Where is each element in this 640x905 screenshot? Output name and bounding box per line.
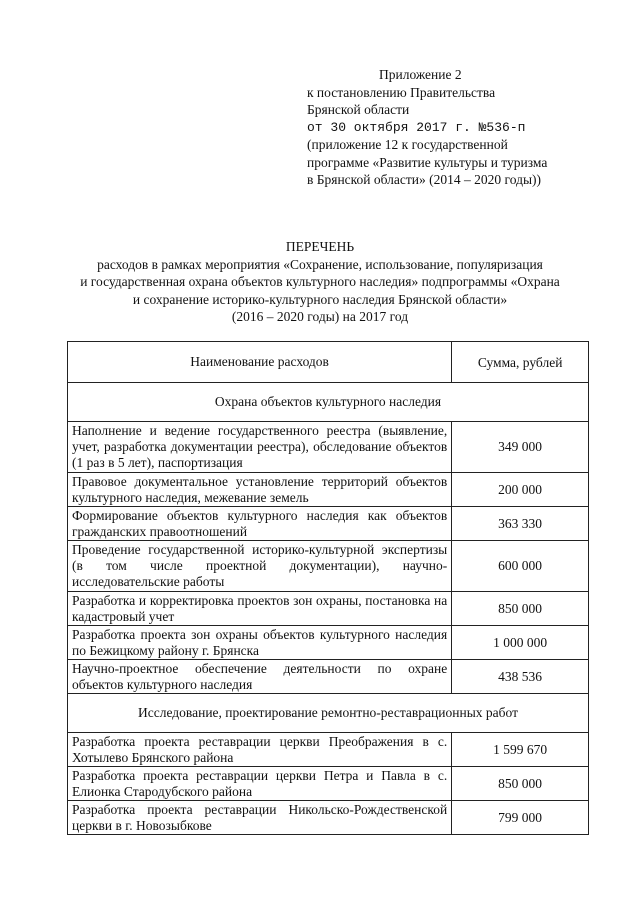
expense-sum: 438 536 bbox=[452, 660, 589, 694]
appendix-line: (приложение 12 к государственной bbox=[307, 137, 508, 152]
section-title: Исследование, проектирование ремонтно-реставрационных работ bbox=[68, 694, 589, 733]
expense-name: Научно-проектное обеспечение деятельности по охране объектов культурного наследия bbox=[68, 660, 452, 694]
table-row bbox=[68, 422, 589, 473]
appendix-line: Брянской области bbox=[307, 102, 410, 117]
table-header-row bbox=[68, 342, 589, 383]
table-row bbox=[68, 541, 589, 592]
expense-name: Разработка проекта реставрации Никольско-Рождественской церкви в г. Новозыбкове bbox=[68, 801, 452, 835]
column-header-name: Наименование расходов bbox=[68, 342, 452, 383]
table-row bbox=[68, 801, 589, 835]
expenses-table bbox=[67, 341, 589, 835]
section-row bbox=[68, 383, 589, 422]
expense-name: Проведение государственной историко-культурной экспертизы (в том числе проектной документации), научно-исследовательские работы bbox=[68, 541, 452, 592]
expense-sum: 349 000 bbox=[452, 422, 589, 473]
table-row bbox=[68, 626, 589, 660]
appendix-block bbox=[307, 66, 607, 189]
column-header-sum: Сумма, рублей bbox=[452, 342, 589, 383]
expense-name: Разработка проекта зон охраны объектов культурного наследия по Бежицкому району г. Брянска bbox=[68, 626, 452, 660]
appendix-line: Приложение 2 bbox=[379, 67, 462, 82]
expense-sum: 600 000 bbox=[452, 541, 589, 592]
appendix-line: программе «Развитие культуры и туризма bbox=[307, 154, 548, 170]
appendix-line: в Брянской области» (2014 – 2020 годы)) bbox=[307, 172, 542, 187]
title-line: и сохранение историко-культурного наследия Брянской области» bbox=[132, 291, 508, 307]
table-row bbox=[68, 767, 589, 801]
expense-sum: 363 330 bbox=[452, 507, 589, 541]
expense-sum: 1 599 670 bbox=[452, 733, 589, 767]
title-heading: ПЕРЕЧЕНЬ bbox=[285, 239, 355, 254]
appendix-date-line: от 30 октября 2017 г. №536-п bbox=[307, 119, 526, 135]
expense-name: Разработка проекта реставрации церкви Петра и Павла в с. Елионка Стародубского района bbox=[68, 767, 452, 801]
expense-name: Разработка проекта реставрации церкви Преображения в с. Хотылево Брянского района bbox=[68, 733, 452, 767]
expense-name: Наполнение и ведение государственного реестра (выявление, учет, разработка документации реестра), обследование объектов (1 раз в 5 лет), паспортизация bbox=[68, 422, 452, 473]
appendix-line: к постановлению Правительства bbox=[307, 84, 496, 100]
document-title bbox=[20, 238, 620, 326]
expense-sum: 799 000 bbox=[452, 801, 589, 835]
title-line: расходов в рамках мероприятия «Сохранение, использование, популяризация bbox=[97, 256, 543, 272]
table-row bbox=[68, 507, 589, 541]
table-row bbox=[68, 660, 589, 694]
expense-sum: 1 000 000 bbox=[452, 626, 589, 660]
table-row bbox=[68, 733, 589, 767]
table-row bbox=[68, 592, 589, 626]
section-row bbox=[68, 694, 589, 733]
title-line: (2016 – 2020 годы) на 2017 год bbox=[231, 309, 409, 324]
title-line: и государственная охрана объектов культурного наследия» подпрограммы «Охрана bbox=[80, 274, 560, 289]
expense-name: Правовое документальное установление территорий объектов культурного наследия, межевание земель bbox=[68, 473, 452, 507]
expense-sum: 200 000 bbox=[452, 473, 589, 507]
expense-sum: 850 000 bbox=[452, 767, 589, 801]
section-title: Охрана объектов культурного наследия bbox=[68, 383, 589, 422]
expense-name: Формирование объектов культурного наследия как объектов гражданских правоотношений bbox=[68, 507, 452, 541]
expense-name: Разработка и корректировка проектов зон охраны, постановка на кадастровый учет bbox=[68, 592, 452, 626]
table-row bbox=[68, 473, 589, 507]
expense-sum: 850 000 bbox=[452, 592, 589, 626]
